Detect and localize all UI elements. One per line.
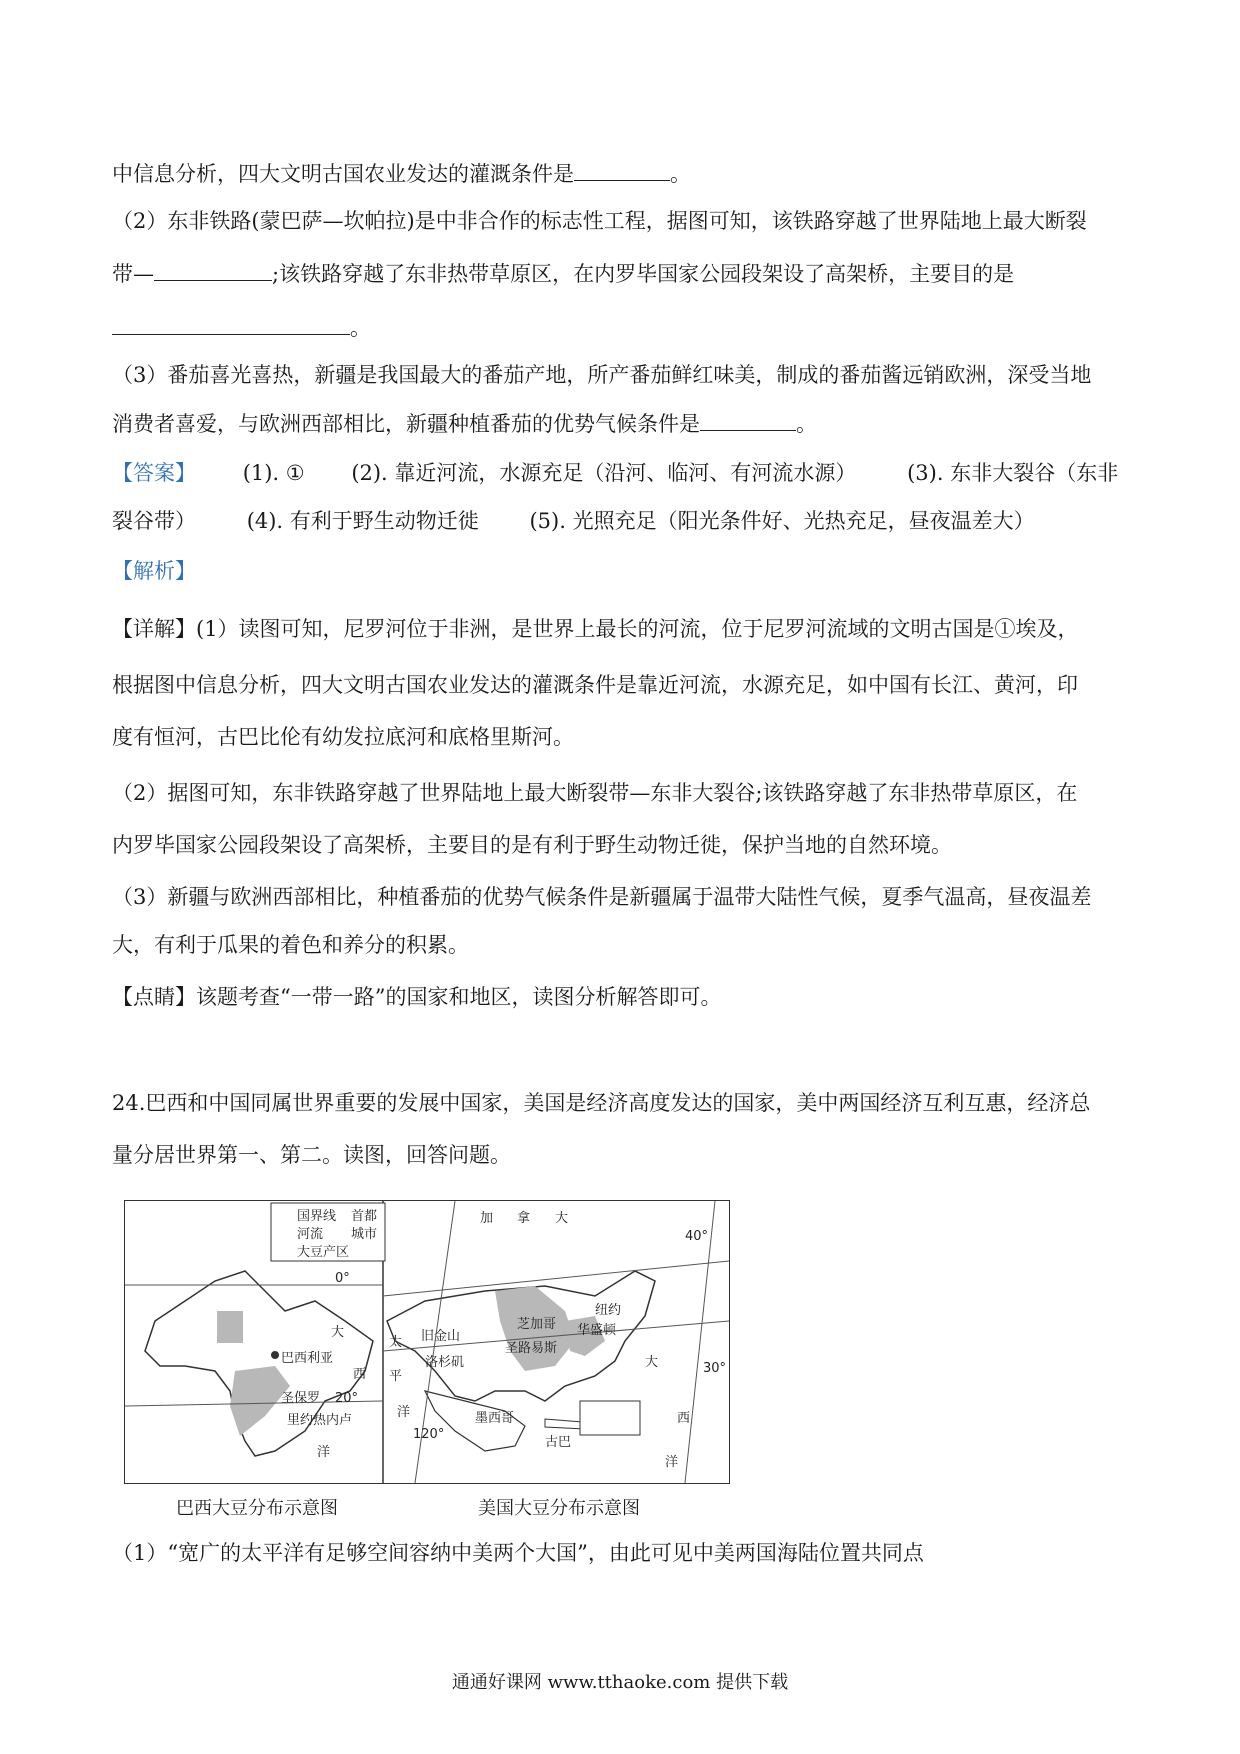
- q23-q2-line-2: 带— ;该铁路穿越了东非热带草原区，在内罗毕国家公园段架设了高架桥，主要目的是: [112, 258, 1014, 289]
- label-lat-20: 20°: [335, 1391, 359, 1406]
- answer-blank[interactable]: [574, 158, 670, 181]
- legend-capital: 首都: [351, 1209, 378, 1224]
- label-lat-30: 30°: [703, 1361, 727, 1376]
- label-pacific-2: 平: [389, 1369, 403, 1384]
- label-los-angeles: 洛杉矶: [425, 1355, 465, 1370]
- label-sao-paulo: 圣保罗: [281, 1391, 321, 1406]
- label-washington: 华盛顿: [577, 1323, 617, 1338]
- label-brazil-atlantic-1: 大: [331, 1325, 345, 1340]
- answer-2: (2). 靠近河流，水源充足（沿河、临河、有河流水源）: [351, 461, 857, 485]
- answer-4: (4). 有利于野生动物迁徙: [246, 509, 479, 533]
- label-new-york: 纽约: [595, 1303, 622, 1318]
- label-brazil-atlantic-2: 西: [353, 1367, 367, 1382]
- label-canada-1: 加: [480, 1211, 494, 1226]
- answer-5: (5). 光照充足（阳光条件好、光热充足，昼夜温差大）: [529, 509, 1035, 533]
- legend-border: 国界线: [297, 1209, 337, 1224]
- q24-question-1: （1）“宽广的太平洋有足够空间容纳中美两个大国”，由此可见中美两国海陆位置共同点: [112, 1541, 924, 1565]
- label-mexico: 墨西哥: [475, 1411, 515, 1426]
- q23-q3-line-2: 消费者喜爱，与欧洲西部相比，新疆种植番茄的优势气候条件是 。: [112, 408, 817, 439]
- label-usa-atlantic-2: 西: [677, 1411, 691, 1426]
- answer-line-2: [112, 506, 1035, 536]
- analysis-detail-4: （2）据图可知，东非铁路穿越了世界陆地上最大断裂带—东非大裂谷;该铁路穿越了东非热带草原区，在: [112, 781, 1078, 805]
- label-rio: 里约热内卢: [287, 1413, 353, 1428]
- answer-line-1: [112, 458, 1118, 488]
- q24-stem-2: 量分居世界第一、第二。读图，回答问题。: [112, 1143, 511, 1167]
- label-brasilia: 巴西利亚: [281, 1351, 334, 1366]
- q23-line-1: 中信息分析，四大文明古国农业发达的灌溉条件是 。: [112, 158, 691, 189]
- analysis-detail-2: 根据图中信息分析，四大文明古国农业发达的灌溉条件是靠近河流，水源充足，如中国有长江、黄河，印: [112, 673, 1078, 697]
- answer-blank[interactable]: [700, 408, 796, 431]
- caption-usa-map: 美国大豆分布示意图: [478, 1498, 640, 1519]
- answer-blank[interactable]: [154, 258, 272, 281]
- analysis-detail-1: 【详解】(1）读图可知，尼罗河位于非洲，是世界上最长的河流，位于尼罗河流域的文明古国是①埃及，: [112, 617, 1079, 641]
- q24-stem-1: 24.巴西和中国同属世界重要的发展中国家，美国是经济高度发达的国家，美中两国经济互利互惠，经济总: [112, 1091, 1091, 1115]
- answer-1: (1). ①: [242, 461, 305, 485]
- label-lat-40: 40°: [685, 1229, 709, 1244]
- label-canada-2: 拿: [517, 1211, 531, 1226]
- label-pacific-3: 洋: [397, 1405, 411, 1420]
- answer-blank[interactable]: [112, 312, 350, 335]
- page-footer: 通通好课网 www.tthaoke.com 提供下载: [451, 1672, 789, 1693]
- label-pacific-1: 太: [389, 1335, 403, 1350]
- brasilia-capital-icon: [271, 1351, 279, 1359]
- analysis-label: 【解析】: [112, 559, 196, 583]
- legend-river: 河流: [297, 1227, 324, 1242]
- label-cuba: 古巴: [545, 1435, 572, 1450]
- q23-q2-line-1: （2）东非铁路(蒙巴萨—坎帕拉)是中非合作的标志性工程，据图可知，该铁路穿越了世界陆地上最大断裂: [112, 209, 1087, 233]
- brazil-soy-area-north: [217, 1311, 243, 1343]
- soybean-map-figure: [124, 1200, 730, 1484]
- analysis-detail-3: 度有恒河，古巴比伦有幼发拉底河和底格里斯河。: [112, 725, 574, 749]
- analysis-detail-7: 大，有利于瓜果的着色和养分的积累。: [112, 933, 469, 957]
- analysis-detail-5: 内罗毕国家公园段架设了高架桥，主要目的是有利于野生动物迁徙，保护当地的自然环境。: [112, 833, 952, 857]
- answer-3-cont: 裂谷带）: [112, 509, 196, 533]
- label-san-francisco: 旧金山: [421, 1329, 461, 1344]
- label-usa-atlantic-3: 洋: [665, 1455, 679, 1470]
- caption-brazil-map: 巴西大豆分布示意图: [176, 1498, 338, 1519]
- brazil-outline: [145, 1271, 373, 1456]
- legend-city: 城市: [351, 1227, 378, 1242]
- legend-soy-area: 大豆产区: [297, 1245, 350, 1260]
- answer-3: (3). 东非大裂谷（东非: [907, 461, 1119, 485]
- analysis-comment: 【点睛】该题考查“一带一路”的国家和地区，读图分析解答即可。: [112, 985, 722, 1009]
- analysis-detail-6: （3）新疆与欧洲西部相比，种植番茄的优势气候条件是新疆属于温带大陆性气候，夏季气温高，昼夜温差: [112, 885, 1092, 909]
- answer-label: 【答案】: [112, 461, 196, 485]
- label-usa-atlantic-1: 大: [645, 1355, 659, 1370]
- q23-q2-line-3: 。: [112, 312, 371, 343]
- label-canada-3: 大: [555, 1211, 569, 1226]
- label-equator: 0°: [335, 1271, 350, 1286]
- label-st-louis: 圣路易斯: [505, 1341, 558, 1356]
- label-brazil-atlantic-3: 洋: [317, 1445, 331, 1460]
- label-lon-120: 120°: [413, 1427, 445, 1442]
- label-chicago: 芝加哥: [517, 1317, 557, 1332]
- q23-q3-line-1: （3）番茄喜光喜热，新疆是我国最大的番茄产地，所产番茄鲜红味美，制成的番茄酱远销欧洲，深受当地: [112, 363, 1092, 387]
